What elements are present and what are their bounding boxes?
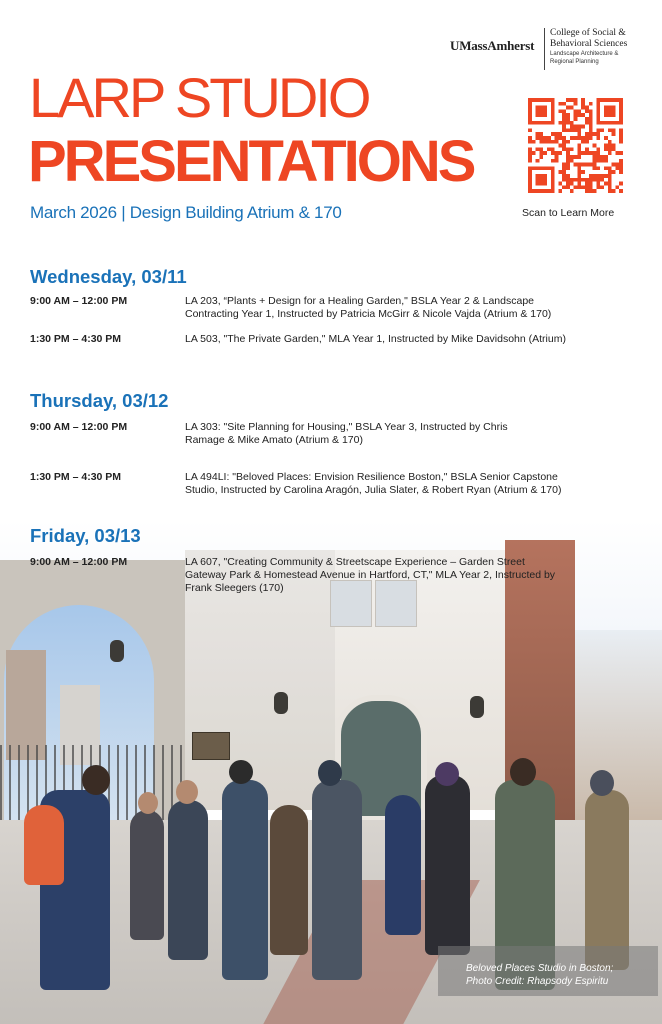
session-description: LA 607, "Creating Community & Streetscape Experience – Garden Street Gateway Park & Homestead Avenue in Hartford, CT," MLA Year 2, Instructed by Frank Sleegers (170) xyxy=(185,556,556,594)
logo-university: UMassAmherst xyxy=(450,38,535,53)
session-description: LA 494LI: "Beloved Places: Envision Resilience Boston," BSLA Senior Capstone Studio, Instructed by Carolina Aragón, Julia Slater, & Robert Ryan (Atrium & 170) xyxy=(185,471,562,496)
session-time: 9:00 AM – 12:00 PM xyxy=(30,295,128,307)
session-time: 9:00 AM – 12:00 PM xyxy=(30,556,128,568)
day-heading-wednesday: Wednesday, 03/11 xyxy=(30,266,187,287)
session-description: LA 203, “Plants + Design for a Healing Garden," BSLA Year 2 & Landscape Contracting Year 1, Instructed by Patricia McGirr & Nicole Vajda (Atrium & 170) xyxy=(185,295,552,320)
title-line-2: PRESENTATIONS xyxy=(28,129,474,194)
qr-caption: Scan to Learn More xyxy=(522,207,615,219)
logo-college: College of Social & Behavioral Sciences xyxy=(550,28,628,49)
logo-department: Landscape Architecture & Regional Planning xyxy=(550,51,619,65)
caption-line-1: Beloved Places Studio in Boston; xyxy=(466,963,614,974)
logo-divider xyxy=(544,28,545,70)
title-line-1: LARP STUDIO xyxy=(29,66,369,129)
session-time: 1:30 PM – 4:30 PM xyxy=(30,471,122,483)
day-heading-thursday: Thursday, 03/12 xyxy=(30,390,169,411)
session-description: LA 303: "Site Planning for Housing," BSLA Year 3, Instructed by Chris Ramage & Mike Amato (Atrium & 170) xyxy=(185,421,508,446)
session-description: LA 503, "The Private Garden," MLA Year 1, Instructed by Mike Davidsohn (Atrium) xyxy=(185,333,566,345)
session-time: 1:30 PM – 4:30 PM xyxy=(30,333,122,345)
day-heading-friday: Friday, 03/13 xyxy=(30,525,141,546)
qr-code-icon[interactable] xyxy=(528,98,623,193)
caption-line-2: Photo Credit: Rhapsody Espiritu xyxy=(466,976,609,987)
subtitle: March 2026 | Design Building Atrium & 170 xyxy=(30,203,342,222)
photo-caption xyxy=(438,946,658,996)
session-time: 9:00 AM – 12:00 PM xyxy=(30,421,128,433)
